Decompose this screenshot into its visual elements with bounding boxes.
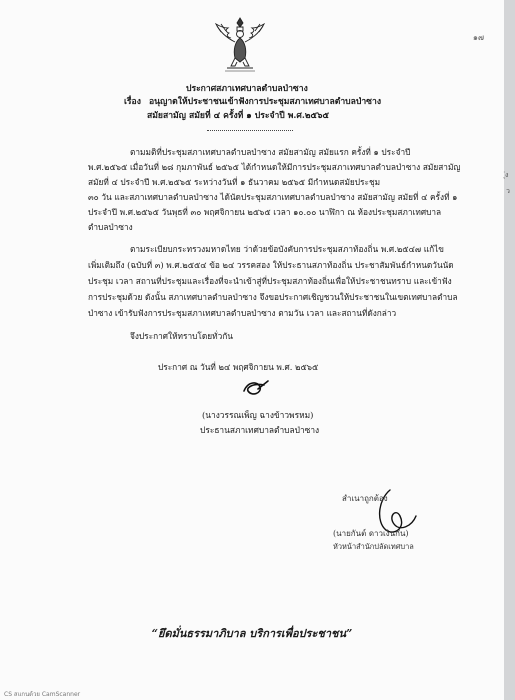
paragraph1-line: ตามมติที่ประชุมสภาเทศบาลตำบลป่าซาง สมัยสามัญ สมัยแรก ครั้งที่ ๑ ประจำปี: [130, 147, 411, 157]
page-number: ๑๗: [472, 33, 484, 42]
session-title: สมัยสามัญ สมัยที่ ๔ ครั้งที่ ๑ ประจำปี พ.ศ.๒๕๖๕: [147, 111, 329, 121]
side-mark: ว: [506, 187, 510, 195]
signer-name: (นางวรรณเพ็ญ ฉางข้าวพรหม): [202, 410, 314, 420]
garuda-emblem-icon: [213, 14, 267, 74]
signature-mark: [238, 377, 274, 399]
announcement-title: ประกาศสภาเทศบาลตำบลป่าซาง: [186, 84, 308, 94]
paragraph1-line: สมัยที่ ๔ ประจำปี พ.ศ.๒๕๖๕ ระหว่างวันที่ ๑ ธันวาคม ๒๕๖๕ มีกำหนดสมัยประชุม: [88, 177, 381, 187]
closing-line: จึงประกาศให้ทราบโดยทั่วกัน: [130, 331, 233, 341]
scanner-watermark: CS สแกนด้วย CamScanner: [4, 691, 81, 698]
paragraph1-line: ประจำปี พ.ศ.๒๕๖๕ วันพุธที่ ๓๐ พฤศจิกายน ๒๕๖๕ เวลา ๑๐.๐๐ นาฬิกา ณ ห้องประชุมสภาเทศบาล: [88, 207, 442, 217]
announced-date: ประกาศ ณ วันที่ ๒๔ พฤศจิกายน พ.ศ. ๒๕๖๕: [158, 362, 319, 372]
paragraph2-line: ตามระเบียบกระทรวงมหาดไทย ว่าด้วยข้อบังคับการประชุมสภาท้องถิ่น พ.ศ.๒๕๔๗ แก้ไข: [130, 244, 444, 254]
next-page-edge: [504, 0, 515, 700]
certified-copy-label: สำเนาถูกต้อง: [342, 494, 388, 503]
paragraph2-line: ประชุม เวลา สถานที่ประชุมและเรื่องที่จะนำเข้าสู่ที่ประชุมสภาท้องถิ่นเพื่อให้ประชาชนทราบ และเข้าฟัง: [88, 276, 452, 286]
side-mark: ุ่ง: [505, 171, 509, 179]
stamp-signer-position: หัวหน้าสำนักปลัดเทศบาล: [333, 542, 414, 551]
paragraph2-line: ป่าซาง เข้ารับฟังการประชุมสภาเทศบาลตำบลป่าซาง ตามวัน เวลา และสถานที่ดังกล่าว: [88, 308, 397, 318]
subject-label: เรื่อง: [124, 97, 141, 107]
signer-position: ประธานสภาเทศบาลตำบลป่าซาง: [200, 425, 320, 435]
paragraph1-line: ตำบลป่าซาง: [88, 222, 133, 232]
paragraph2-line: เพิ่มเติมถึง (ฉบับที่ ๓) พ.ศ.๒๕๕๔ ข้อ ๒๔ วรรคสอง ให้ประธานสภาท้องถิ่น ประชาสัมพันธ์กำหนดวันนัด: [88, 260, 454, 270]
divider-rule: [207, 130, 293, 131]
stamp-signer-name: (นายกันต์ ดาวเงินกัน): [333, 529, 409, 538]
paragraph2-line: การประชุมด้วย ดังนั้น สภาเทศบาลตำบลป่าซาง จึงขอประกาศเชิญชวนให้ประชาชนในเขตเทศบาลตำบล: [88, 292, 458, 302]
paragraph1-line: ๓๐ วัน และสภาเทศบาลตำบลป่าซาง ได้นัดประชุมสภาเทศบาลตำบลป่าซาง สมัยสามัญ สมัยที่ ๔ ครั้งที่ ๑: [88, 192, 458, 202]
motto: “ยึดมั่นธรรมาภิบาล บริการเพื่อประชาชน”: [151, 627, 353, 640]
paragraph1-line: พ.ศ.๒๕๖๕ เมื่อวันที่ ๒๘ กุมภาพันธ์ ๒๕๖๕ ได้กำหนดให้มีการประชุมสภาเทศบาลตำบลป่าซาง สมัยสามัญ: [88, 162, 461, 172]
subject-text: อนุญาตให้ประชาชนเข้าฟังการประชุมสภาเทศบาลตำบลป่าซาง: [149, 97, 382, 107]
